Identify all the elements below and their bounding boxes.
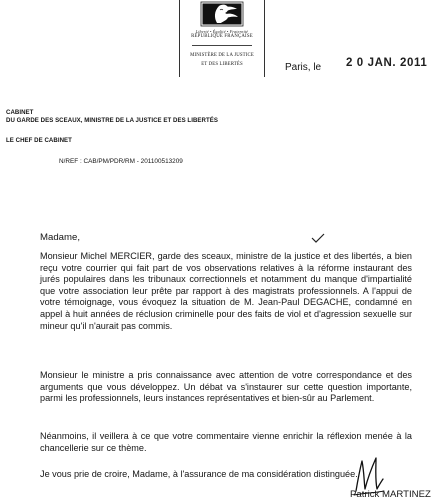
- salutation: Madame,: [40, 232, 80, 243]
- letterhead: [179, 0, 265, 77]
- cabinet-subtitle: DU GARDE DES SCEAUX, MINISTRE DE LA JUSTICE ET DES LIBERTÉS: [6, 117, 218, 124]
- body-paragraph-4: Je vous prie de croire, Madame, à l'assurance de ma considération distinguée.: [40, 469, 358, 479]
- ministry-name: [180, 52, 264, 69]
- letterhead-divider: [192, 45, 252, 46]
- tick-mark-icon: [311, 233, 325, 243]
- body-paragraph-3: Néanmoins, il veillera à ce que votre commentaire vienne enrichir la réflexion menée à la chancellerie sur ce thème.: [40, 431, 412, 453]
- republic-name: RÉPUBLIQUE FRANÇAISE: [191, 34, 253, 39]
- body-paragraph-1: Monsieur Michel MERCIER, garde des sceaux, ministre de la justice et des libertés, a bien reçu votre courrier qui fait part de vos observations relatives à la réforme instaurant des jurés populaires dans les tribunaux correctionnels et notamment du manque d'impartialité que votre association leur prête par rapport à des magistrats professionnels. A l'appui de votre témoignage, vous évoquez la situation de M. Jean-Paul DEGACHE, condamné en appel à huit années de réclusion criminelle pour des faits de viol et d'agression sexuelle sur mineur qu'il n'aurait pas commis.: [40, 251, 412, 331]
- reference-number: N/REF : CAB/PM/PDR/RM - 201100513209: [59, 158, 183, 165]
- date-stamp: 2 0 JAN. 2011: [346, 57, 428, 69]
- cabinet-title: CABINET: [6, 109, 34, 116]
- body-paragraph-2: Monsieur le ministre a pris connaissance avec attention de votre correspondance et des arguments que vous développez. Un débat va s'instaurer sur cette question importante, parmi les professionnels, leurs instances représentatives et bien-sûr au Parlement.: [40, 370, 412, 404]
- marianne-logo-icon: [199, 1, 245, 29]
- ministry-line-1: MINISTÈRE DE LA JUSTICE: [190, 53, 254, 58]
- date-place: Paris, le: [285, 62, 322, 73]
- signer-name: Patrick MARTINEZ: [350, 489, 431, 500]
- chief-of-staff-title: LE CHEF DE CABINET: [6, 137, 72, 144]
- ministry-line-2: ET DES LIBERTÉS: [201, 61, 243, 67]
- republic-motto: Liberté • Égalité • Fraternité: [195, 29, 249, 34]
